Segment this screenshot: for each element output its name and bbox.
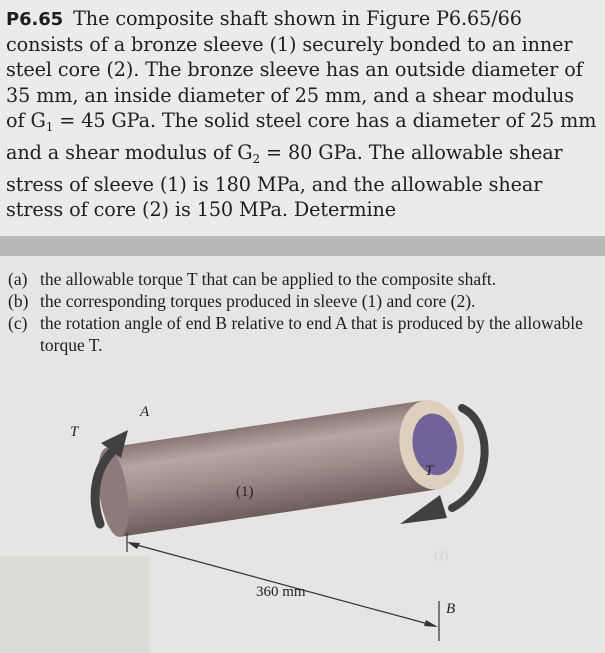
task-a-label: (a)	[8, 269, 28, 289]
subscript-1: 1	[45, 119, 54, 134]
task-c-label: (c)	[8, 313, 28, 333]
subscript-2: 2	[252, 152, 261, 167]
problem-number: P6.65	[6, 9, 64, 30]
problem-statement-card	[0, 0, 605, 236]
task-a-text: the allowable torque T that can be applied to the composite shaft.	[40, 269, 497, 289]
end-a-label: A	[140, 404, 150, 420]
background-shadow	[0, 556, 150, 653]
right-torque-arrowhead	[400, 495, 447, 524]
statement-text-2: = 45 GPa. The solid steel core has a diameter of 25 mm and a shear modulus of G	[6, 108, 597, 165]
statement-text-3: = 80 GPa. The allowable shear stress of sleeve (1) is 180 MPa, and the allowable shear stress of core (2) is 150 MPa. Determine	[6, 141, 563, 222]
problem-statement	[6, 6, 598, 223]
dimension-arrow-right	[424, 620, 438, 627]
task-b-text: the corresponding torques produced in sleeve (1) and core (2).	[40, 291, 476, 311]
core-label: (2)	[434, 548, 448, 562]
torque-label-left: T	[70, 424, 79, 440]
length-label: 360 mm	[256, 584, 306, 600]
task-b-label: (b)	[8, 291, 29, 311]
torque-label-right: T	[425, 463, 434, 479]
card-separator	[0, 236, 605, 256]
end-b-label: B	[446, 601, 456, 617]
dimension-arrow-left	[127, 542, 140, 549]
statement-text-1: The composite shaft shown in Figure P6.65/66 consists of a bronze sleeve (1) securely bonded to an inner steel core (2). The bronze sleeve has an outside diameter of 35 mm, an inside diameter of 25 mm, and a shear modulus of G	[6, 7, 583, 132]
sleeve-body	[107, 400, 439, 537]
sleeve-label: (1)	[236, 484, 254, 500]
shaft-figure	[0, 256, 605, 653]
task-c-text: the rotation angle of end B relative to end A that is produced by the allowable torque T.	[40, 313, 583, 355]
